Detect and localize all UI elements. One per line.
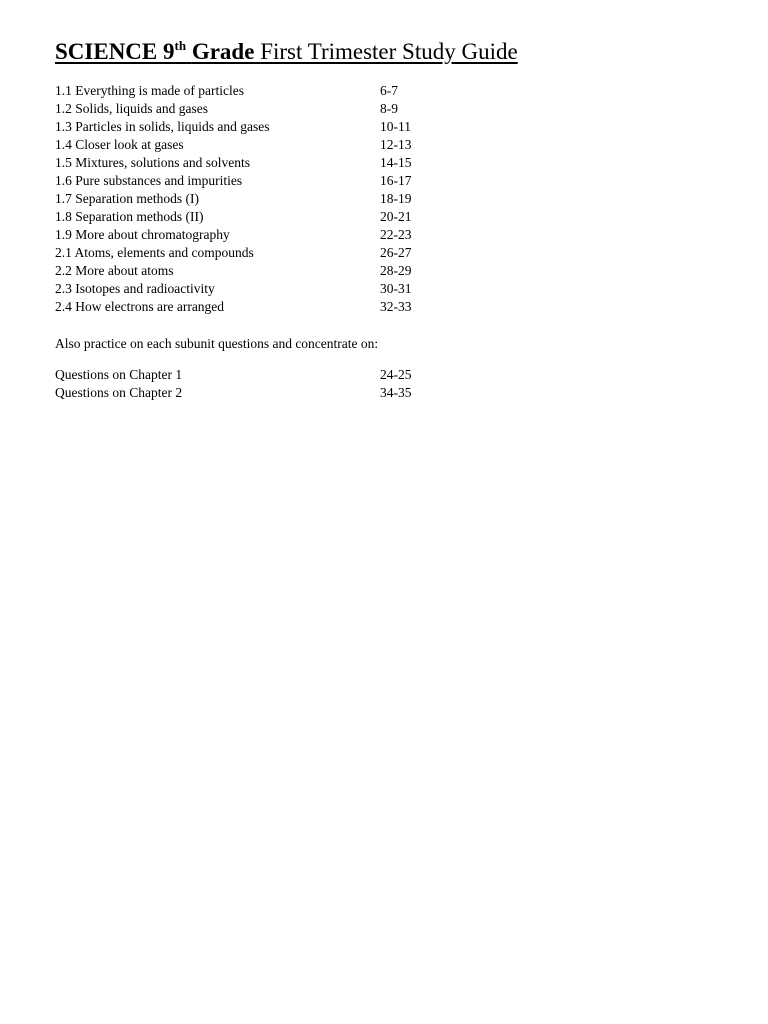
question-row bbox=[55, 384, 715, 402]
topic-row bbox=[55, 190, 715, 208]
topic-row bbox=[55, 172, 715, 190]
question-pages: 24-25 bbox=[380, 367, 412, 382]
topic-label: 1.7 Separation methods (I) bbox=[55, 191, 199, 206]
title-grade-word: Grade bbox=[191, 39, 255, 64]
topic-row bbox=[55, 244, 715, 262]
topic-label: 2.2 More about atoms bbox=[55, 263, 174, 278]
topic-label: 2.4 How electrons are arranged bbox=[55, 299, 225, 314]
topic-pages: 22-23 bbox=[380, 227, 412, 242]
study-guide-page bbox=[55, 38, 715, 402]
topic-pages: 30-31 bbox=[380, 281, 412, 296]
topic-row bbox=[55, 298, 715, 316]
topic-row bbox=[55, 100, 715, 118]
topic-row bbox=[55, 226, 715, 244]
question-row bbox=[55, 366, 715, 384]
topic-row bbox=[55, 262, 715, 280]
topic-pages: 26-27 bbox=[380, 245, 412, 260]
question-pages: 34-35 bbox=[380, 385, 412, 400]
topic-pages: 8-9 bbox=[380, 101, 398, 116]
topic-label: 1.5 Mixtures, solutions and solvents bbox=[55, 155, 250, 170]
page-title bbox=[55, 38, 715, 66]
topic-row bbox=[55, 82, 715, 100]
topic-label: 1.6 Pure substances and impurities bbox=[55, 173, 243, 188]
topic-label: 1.3 Particles in solids, liquids and gases bbox=[55, 119, 270, 134]
question-label: Questions on Chapter 1 bbox=[55, 367, 183, 382]
topic-label: 1.2 Solids, liquids and gases bbox=[55, 101, 209, 116]
topic-pages: 16-17 bbox=[380, 173, 412, 188]
topic-label: 2.1 Atoms, elements and compounds bbox=[55, 245, 254, 260]
topic-row bbox=[55, 136, 715, 154]
topic-label: 2.3 Isotopes and radioactivity bbox=[55, 281, 215, 296]
topic-pages: 12-13 bbox=[380, 137, 412, 152]
topic-pages: 14-15 bbox=[380, 155, 412, 170]
topic-label: 1.4 Closer look at gases bbox=[55, 137, 184, 152]
topic-pages: 18-19 bbox=[380, 191, 412, 206]
topic-row bbox=[55, 208, 715, 226]
topic-row bbox=[55, 118, 715, 136]
topic-label: 1.8 Separation methods (II) bbox=[55, 209, 204, 224]
topic-row bbox=[55, 280, 715, 298]
topic-pages: 6-7 bbox=[380, 83, 398, 98]
topic-list bbox=[55, 82, 715, 316]
topic-label: 1.9 More about chromatography bbox=[55, 227, 230, 242]
topic-pages: 10-11 bbox=[380, 119, 411, 134]
practice-note: Also practice on each subunit questions and concentrate on: bbox=[55, 336, 379, 351]
title-ordinal-suffix: th bbox=[174, 38, 187, 53]
topic-row bbox=[55, 154, 715, 172]
topic-label: 1.1 Everything is made of particles bbox=[55, 83, 244, 98]
question-list bbox=[55, 366, 715, 402]
topic-pages: 20-21 bbox=[380, 209, 412, 224]
topic-pages: 32-33 bbox=[380, 299, 412, 314]
question-label: Questions on Chapter 2 bbox=[55, 385, 183, 400]
title-subject: SCIENCE 9 bbox=[55, 39, 175, 64]
topic-pages: 28-29 bbox=[380, 263, 412, 278]
title-rest: First Trimester Study Guide bbox=[260, 39, 518, 64]
